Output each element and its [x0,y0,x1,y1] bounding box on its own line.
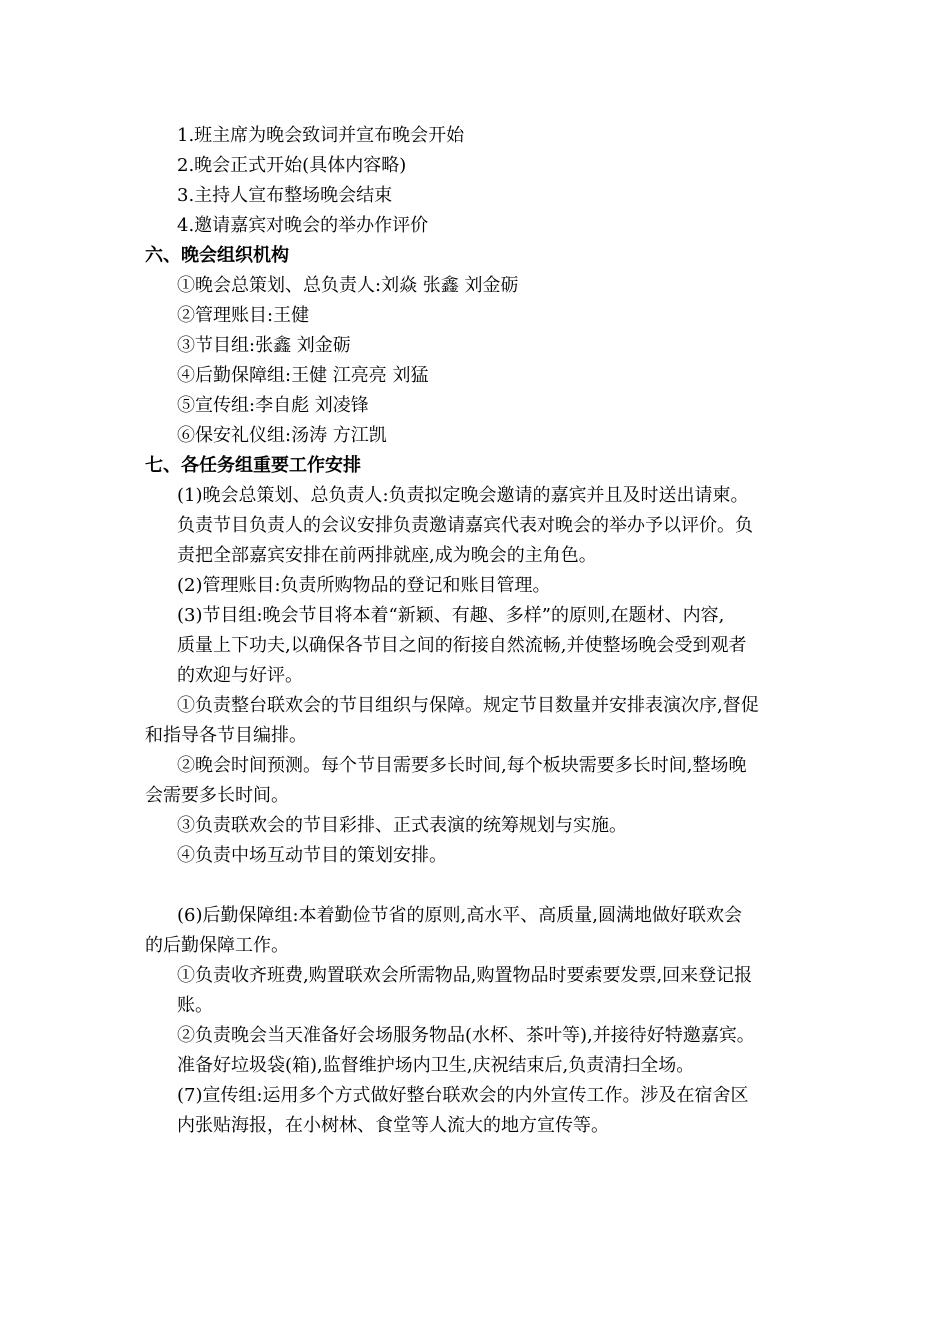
paragraph-line: (6)后勤保障组:本着勤俭节省的原则,高水平、高质量,圆满地做好联欢会 [177,905,743,926]
org-item: ②管理账目:王健 [177,305,310,326]
list-item: 4.邀请嘉宾对晚会的举办作评价 [177,215,429,236]
paragraph-line: 和指导各节目编排。 [145,725,307,746]
org-item: ①晚会总策划、总负责人:刘焱 张鑫 刘金砺 [177,275,519,296]
blank-line [145,871,809,901]
paragraph-line: 的欢迎与好评。 [177,665,303,686]
org-item: ④后勤保障组:王健 江亮亮 刘猛 [177,365,429,386]
paragraph-line: 负责节目负责人的会议安排负责邀请嘉宾代表对晚会的举办予以评价。负 [177,515,753,536]
paragraph-line: 准备好垃圾袋(箱),监督维护场内卫生,庆祝结束后,负责清扫全场。 [177,1055,695,1076]
paragraph-line: ③负责联欢会的节目彩排、正式表演的统筹规划与实施。 [177,815,627,836]
paragraph-line: ①负责整台联欢会的节目组织与保障。规定节目数量并安排表演次序,督促 [177,695,759,716]
document-body [145,121,809,1141]
org-item: ⑥保安礼仪组:汤涛 方江凯 [177,425,387,446]
paragraph-line: 会需要多长时间。 [145,785,289,806]
org-item: ③节目组:张鑫 刘金砺 [177,335,351,356]
paragraph-line: (2)管理账目:负责所购物品的登记和账目管理。 [177,575,551,596]
paragraph-line: 的后勤保障工作。 [145,935,289,956]
org-item: ⑤宣传组:李自彪 刘凌锋 [177,395,369,416]
section-heading-organization: 六、晚会组织机构 [145,245,289,266]
paragraph-line: ④负责中场互动节目的策划安排。 [177,845,447,866]
paragraph-line: ①负责收齐班费,购置联欢会所需物品,购置物品时要索要发票,回来登记报 [177,965,753,986]
paragraph-line: (1)晚会总策划、总负责人:负责拟定晚会邀请的嘉宾并且及时送出请柬。 [177,485,749,506]
paragraph-line: (7)宣传组:运用多个方式做好整台联欢会的内外宣传工作。涉及在宿舍区 [177,1085,749,1106]
list-item: 2.晚会正式开始(具体内容略) [177,155,407,176]
list-item: 1.班主席为晚会致词并宣布晚会开始 [177,125,465,146]
paragraph-line: 账。 [177,995,213,1016]
list-item: 3.主持人宣布整场晚会结束 [177,185,393,206]
paragraph-line: ②晚会时间预测。每个节目需要多长时间,每个板块需要多长时间,整场晚 [177,755,747,776]
paragraph-line: 质量上下功夫,以确保各节目之间的衔接自然流畅,并使整场晚会受到观者 [177,635,747,656]
paragraph-line: 内张贴海报，在小树林、食堂等人流大的地方宣传等。 [177,1115,609,1136]
paragraph-line: (3)节目组:晚会节目将本着“新颖、有趣、多样”的原则,在题材、内容, [177,605,725,626]
paragraph-line: ②负责晚会当天准备好会场服务物品(水杯、茶叶等),并接待好特邀嘉宾。 [177,1025,755,1046]
section-heading-tasks: 七、各任务组重要工作安排 [145,455,361,476]
paragraph-line: 责把全部嘉宾安排在前两排就座,成为晚会的主角色。 [177,545,597,566]
